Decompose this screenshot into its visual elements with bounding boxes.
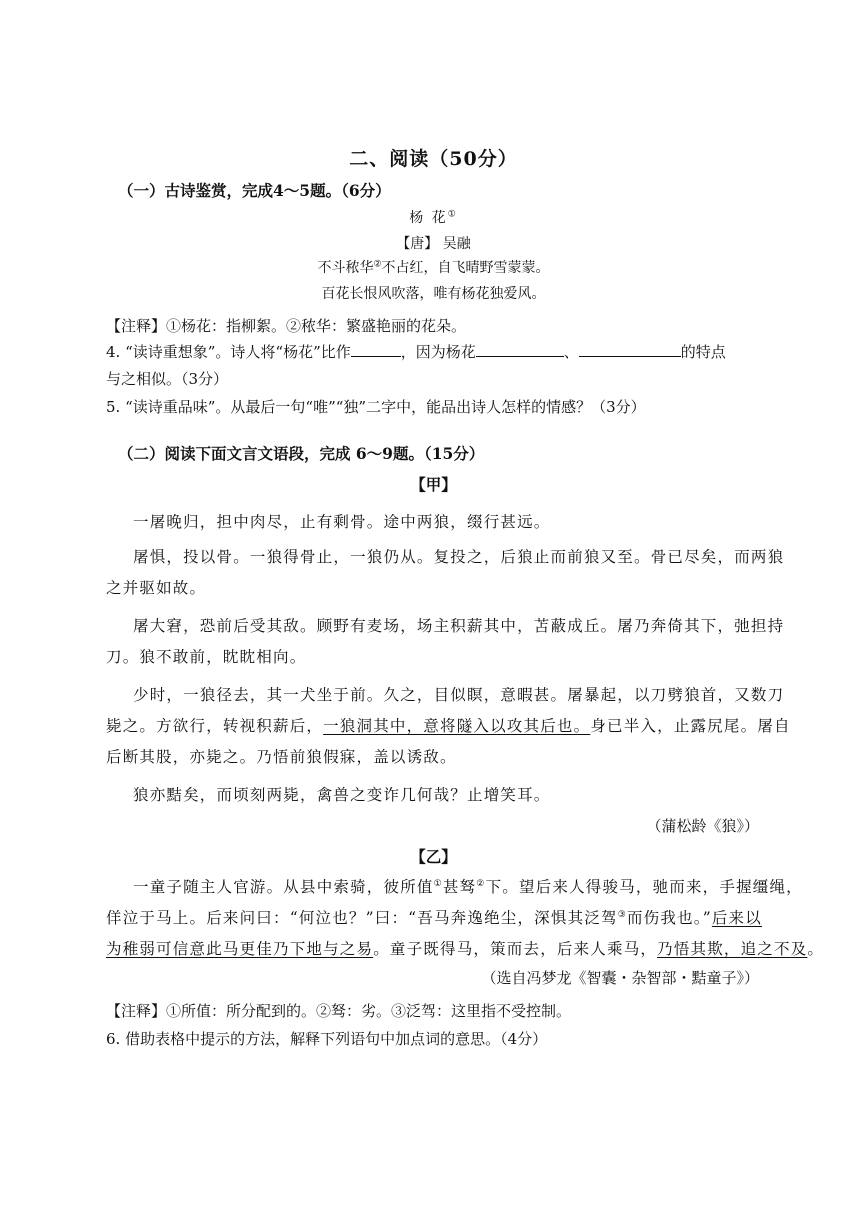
yi-note: 【注释】①所值：所分配到的。②驽：劣。③泛驾：这里指不受控制。 [106, 1002, 572, 1020]
jia-label: 【甲】 [410, 475, 457, 494]
poem-line-1: 不斗秾华②不占红，自飞晴野雪蒙蒙。 [317, 259, 550, 276]
poem-note: 【注释】①杨花：指柳絮。②秾华：繁盛艳丽的花朵。 [106, 317, 467, 335]
jia-paragraph-4: 少时，一狼径去，其一犬坐于前。久之，目似瞑，意暇甚。屠暴起，以刀劈狼首，又数刀 [133, 686, 785, 704]
poem-author: 【唐】 吴融 [396, 236, 471, 252]
answer-blank[interactable] [476, 342, 564, 357]
underlined-sentence: 为稚弱可信意此马更佳乃下地与之易 [106, 940, 374, 958]
answer-blank[interactable] [579, 342, 681, 357]
answer-blank[interactable] [351, 342, 401, 357]
jia-paragraph-3: 屠大窘，恐前后受其敌。顾野有麦场，场主积薪其中，苫蔽成丘。屠乃奔倚其下，弛担持 [133, 617, 785, 635]
jia-paragraph-2-cont: 之并驱如故。 [106, 579, 207, 597]
question-4: 4. “读诗重想象”。诗人将“杨花”比作 ，因为杨花 、 的特点 [106, 343, 726, 361]
yi-line-3: 为稚弱可信意此马更佳乃下地与之易。童子既得马，策而去，后来人乘马，乃悟其欺，追之不及。 [106, 940, 825, 958]
poem-title: 杨 花① [409, 209, 458, 226]
source-jia: （蒲松龄《狼》） [646, 817, 759, 835]
source-yi: （选自冯梦龙《智囊・杂智部・黠童子》） [481, 969, 759, 987]
jia-paragraph-2: 屠惧，投以骨。一狼得骨止，一狼仍从。复投之，后狼止而前狼又至。骨已尽矣，而两狼 [133, 548, 785, 566]
poem-line-2: 百花长恨风吹落，唯有杨花独爱风。 [321, 286, 546, 302]
underlined-sentence: 后来以 [711, 909, 762, 927]
jia-paragraph-4-cont-2: 后断其股，亦毙之。乃悟前狼假寐，盖以诱敌。 [106, 748, 457, 766]
yi-line-2: 佯泣于马上。后来问曰：“何泣也？”曰：“吾马奔逸绝尘，深惧其泛驾③而伤我也。”后来以 [106, 909, 762, 927]
jia-paragraph-1: 一屠晚归，担中肉尽，止有剩骨。途中两狼，缀行甚远。 [133, 513, 551, 531]
yi-line-1: 一童子随主人官游。从县中索骑，彼所值①甚驽②下。望后来人得骏马，驰而来，手握缰绳， [133, 878, 803, 896]
yi-label: 【乙】 [410, 847, 457, 866]
section-title: 二、阅读（50分） [349, 148, 518, 170]
jia-paragraph-4-cont: 毙之。方欲行，转视积薪后，一狼洞其中，意将隧入以攻其后也。身已半入，止露尻尾。屠自 [106, 717, 791, 735]
underlined-sentence: 乃悟其欺，追之不及 [657, 940, 808, 958]
underlined-sentence: 一狼洞其中，意将隧入以攻其后也。 [323, 717, 591, 735]
jia-paragraph-3-cont: 刀。狼不敢前，眈眈相向。 [106, 648, 307, 666]
question-6: 6. 借助表格中提示的方法，解释下列语句中加点词的意思。（4分） [106, 1030, 548, 1048]
jia-paragraph-5: 狼亦黠矣，而顷刻两毙，禽兽之变诈几何哉？止增笑耳。 [133, 786, 551, 804]
part2-heading: （二）阅读下面文言文语段，完成 6～9题。（15分） [118, 444, 485, 463]
part1-heading: （一）古诗鉴赏，完成4～5题。（6分） [118, 181, 391, 200]
question-5: 5. “读诗重品味”。从最后一句“唯”“独”二字中，能品出诗人怎样的情感？（3分） [106, 398, 646, 416]
question-4-line-2: 与之相似。（3分） [106, 370, 229, 388]
